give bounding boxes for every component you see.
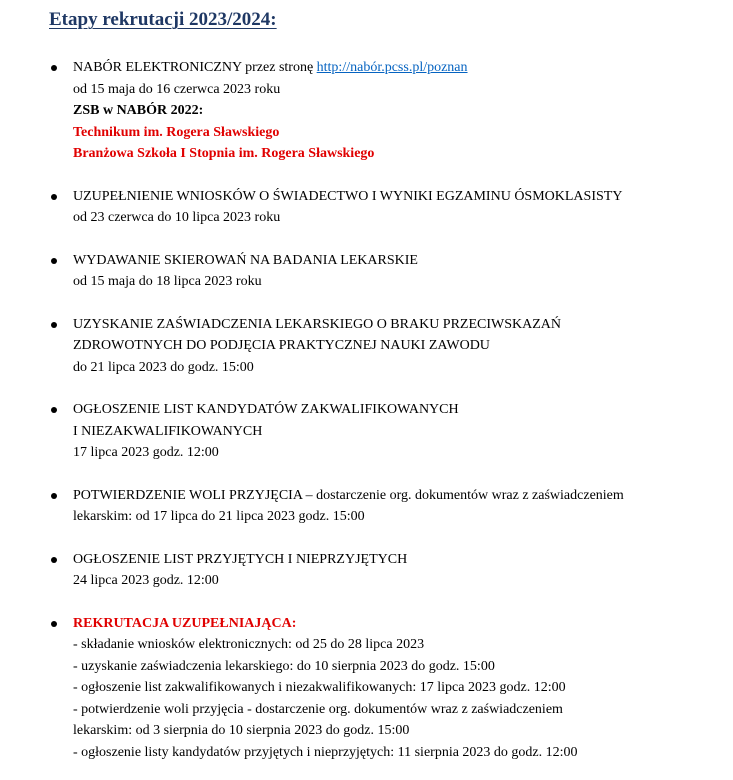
detail-line: - ogłoszenie listy kandydatów przyjętych i nieprzyjętych: 11 sierpnia 2023 do godz. 12:00 (73, 744, 578, 760)
item-date: od 15 maja do 18 lipca 2023 roku (73, 274, 262, 289)
item-heading: REKRUTACJA UZUPEŁNIAJĄCA: (73, 615, 297, 631)
school-name-branzowa: Branżowa Szkoła I Stopnia im. Rogera Sławskiego (73, 146, 375, 161)
bullet-icon (51, 258, 57, 264)
item-heading: WYDAWANIE SKIEROWAŃ NA BADANIA LEKARSKIE (73, 252, 418, 268)
list-item-supplement-applications (0, 186, 733, 229)
zsb-label: ZSB w NABÓR 2022: (73, 103, 204, 118)
item-heading-line2: ZDROWOTNYCH DO PODJĘCIA PRAKTYCZNEJ NAUKI ZAWODU (73, 338, 490, 353)
item-heading-text: NABÓR ELEKTRONICZNY przez stronę (73, 60, 317, 75)
bullet-icon (51, 194, 57, 200)
list-item-electronic-enrollment (0, 57, 733, 165)
item-heading: OGŁOSZENIE LIST PRZYJĘTYCH I NIEPRZYJĘTYCH (73, 551, 408, 567)
bullet-icon (51, 621, 57, 627)
detail-line: - potwierdzenie woli przyjęcia - dostarczenie org. dokumentów wraz z zaświadczeniem (73, 701, 563, 717)
item-heading (73, 57, 713, 79)
bullet-icon (51, 65, 57, 71)
detail-line: - ogłoszenie list zakwalifikowanych i niezakwalifikowanych: 17 lipca 2023 godz. 12:00 (73, 680, 566, 695)
enrollment-link[interactable]: http://nabór.pcss.pl/poznan (316, 60, 468, 75)
bullet-icon (51, 557, 57, 563)
bullet-icon (51, 322, 57, 328)
item-date: od 23 czerwca do 10 lipca 2023 roku (73, 210, 281, 225)
list-item-supplementary-recruitment (0, 613, 733, 764)
detail-line: lekarskim: od 3 sierpnia do 10 sierpnia 2023 do godz. 15:00 (73, 723, 410, 738)
item-heading-line1: UZYSKANIE ZAŚWIADCZENIA LEKARSKIEGO O BRAKU PRZECIWSKAZAŃ (73, 316, 562, 332)
school-name-technikum: Technikum im. Rogera Sławskiego (73, 124, 280, 140)
list-item-medical-referrals (0, 250, 733, 293)
list-item-confirmation (0, 485, 733, 528)
page-title: Etapy rekrutacji 2023/2024: (49, 9, 277, 30)
list-item-medical-certificate (0, 314, 733, 379)
detail-line: - uzyskanie zaświadczenia lekarskiego: do 10 sierpnia 2023 do godz. 15:00 (73, 658, 495, 674)
bullet-icon (51, 493, 57, 499)
item-heading: POTWIERDZENIE WOLI PRZYJĘCIA – dostarczenie org. dokumentów wraz z zaświadczeniem (73, 487, 624, 503)
recruitment-stages-list (0, 57, 733, 763)
item-date: lekarskim: od 17 lipca do 21 lipca 2023 godz. 15:00 (73, 509, 365, 524)
item-heading-line1: OGŁOSZENIE LIST KANDYDATÓW ZAKWALIFIKOWANYCH (73, 402, 459, 417)
item-date: 24 lipca 2023 godz. 12:00 (73, 573, 219, 588)
item-heading-line2: I NIEZAKWALIFIKOWANYCH (73, 423, 263, 439)
bullet-icon (51, 407, 57, 413)
list-item-admitted-lists (0, 549, 733, 592)
detail-line: - składanie wniosków elektronicznych: od 25 do 28 lipca 2023 (73, 637, 425, 652)
item-date: 17 lipca 2023 godz. 12:00 (73, 445, 219, 460)
item-date: do 21 lipca 2023 do godz. 15:00 (73, 359, 254, 375)
item-heading: UZUPEŁNIENIE WNIOSKÓW O ŚWIADECTWO I WYNIKI EGZAMINU ÓSMOKLASISTY (73, 188, 623, 204)
list-item-qualified-lists (0, 399, 733, 464)
item-date: od 15 maja do 16 czerwca 2023 roku (73, 81, 281, 97)
